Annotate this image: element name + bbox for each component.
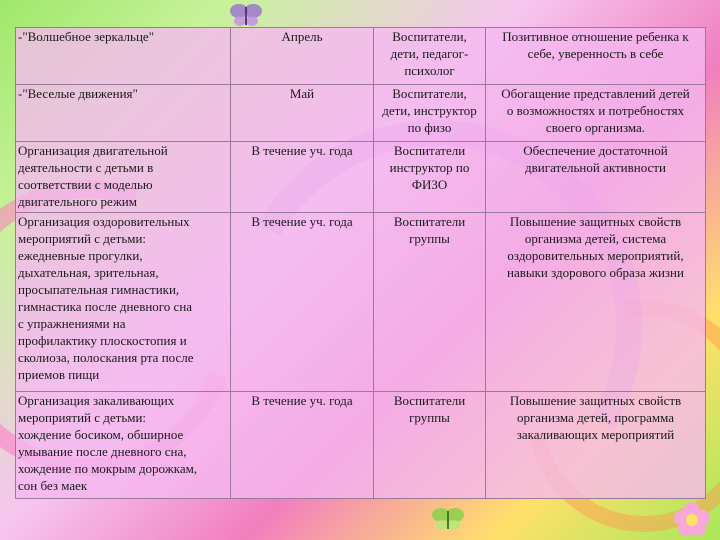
- butterfly-icon: [430, 506, 466, 532]
- responsible-cell: Воспитатели, дети, инструктор по физо: [374, 85, 486, 142]
- period-cell: В течение уч. года: [231, 392, 374, 499]
- table-row: [16, 85, 706, 142]
- period-cell: В течение уч. года: [231, 142, 374, 213]
- activities-table-container: [15, 27, 705, 507]
- responsible-cell: Воспитатели, дети, педагог- психолог: [374, 28, 486, 85]
- table-row: [16, 213, 706, 392]
- result-cell: Позитивное отношение ребенка к себе, уверенность в себе: [486, 28, 706, 85]
- activity-cell: -"Веселые движения": [16, 85, 231, 142]
- result-cell: Обогащение представлений детей о возможностях и потребностях своего организма.: [486, 85, 706, 142]
- result-cell: Повышение защитных свойств организма детей, программа закаливающих мероприятий: [486, 392, 706, 499]
- period-cell: Апрель: [231, 28, 374, 85]
- activity-cell: Организация оздоровительных мероприятий с детьми: ежедневные прогулки, дыхательная, зрительная, просыпательная гимнастики, гимнастика после дневного сна с упражнениями на профилактику плоскостопия и сколиоза, полоскания рта после приемов пищи: [16, 213, 231, 392]
- period-cell: В течение уч. года: [231, 213, 374, 392]
- result-cell: Обеспечение достаточной двигательной активности: [486, 142, 706, 213]
- table-row: [16, 142, 706, 213]
- responsible-cell: Воспитатели группы: [374, 392, 486, 499]
- responsible-cell: Воспитатели инструктор по ФИЗО: [374, 142, 486, 213]
- period-cell: Май: [231, 85, 374, 142]
- activity-cell: Организация двигательной деятельности с детьми в соответствии с моделью двигательного режим: [16, 142, 231, 213]
- butterfly-icon: [228, 2, 264, 28]
- activity-cell: Организация закаливающих мероприятий с детьми: хождение босиком, обширное умывание после дневного сна, хождение по мокрым дорожкам, сон без маек: [16, 392, 231, 499]
- result-cell: Повышение защитных свойств организма детей, система оздоровительных мероприятий, навыки здорового образа жизни: [486, 213, 706, 392]
- responsible-cell: Воспитатели группы: [374, 213, 486, 392]
- activity-cell: -"Волшебное зеркальце": [16, 28, 231, 85]
- table-row: [16, 28, 706, 85]
- table-row: [16, 392, 706, 499]
- activities-table: [15, 27, 706, 499]
